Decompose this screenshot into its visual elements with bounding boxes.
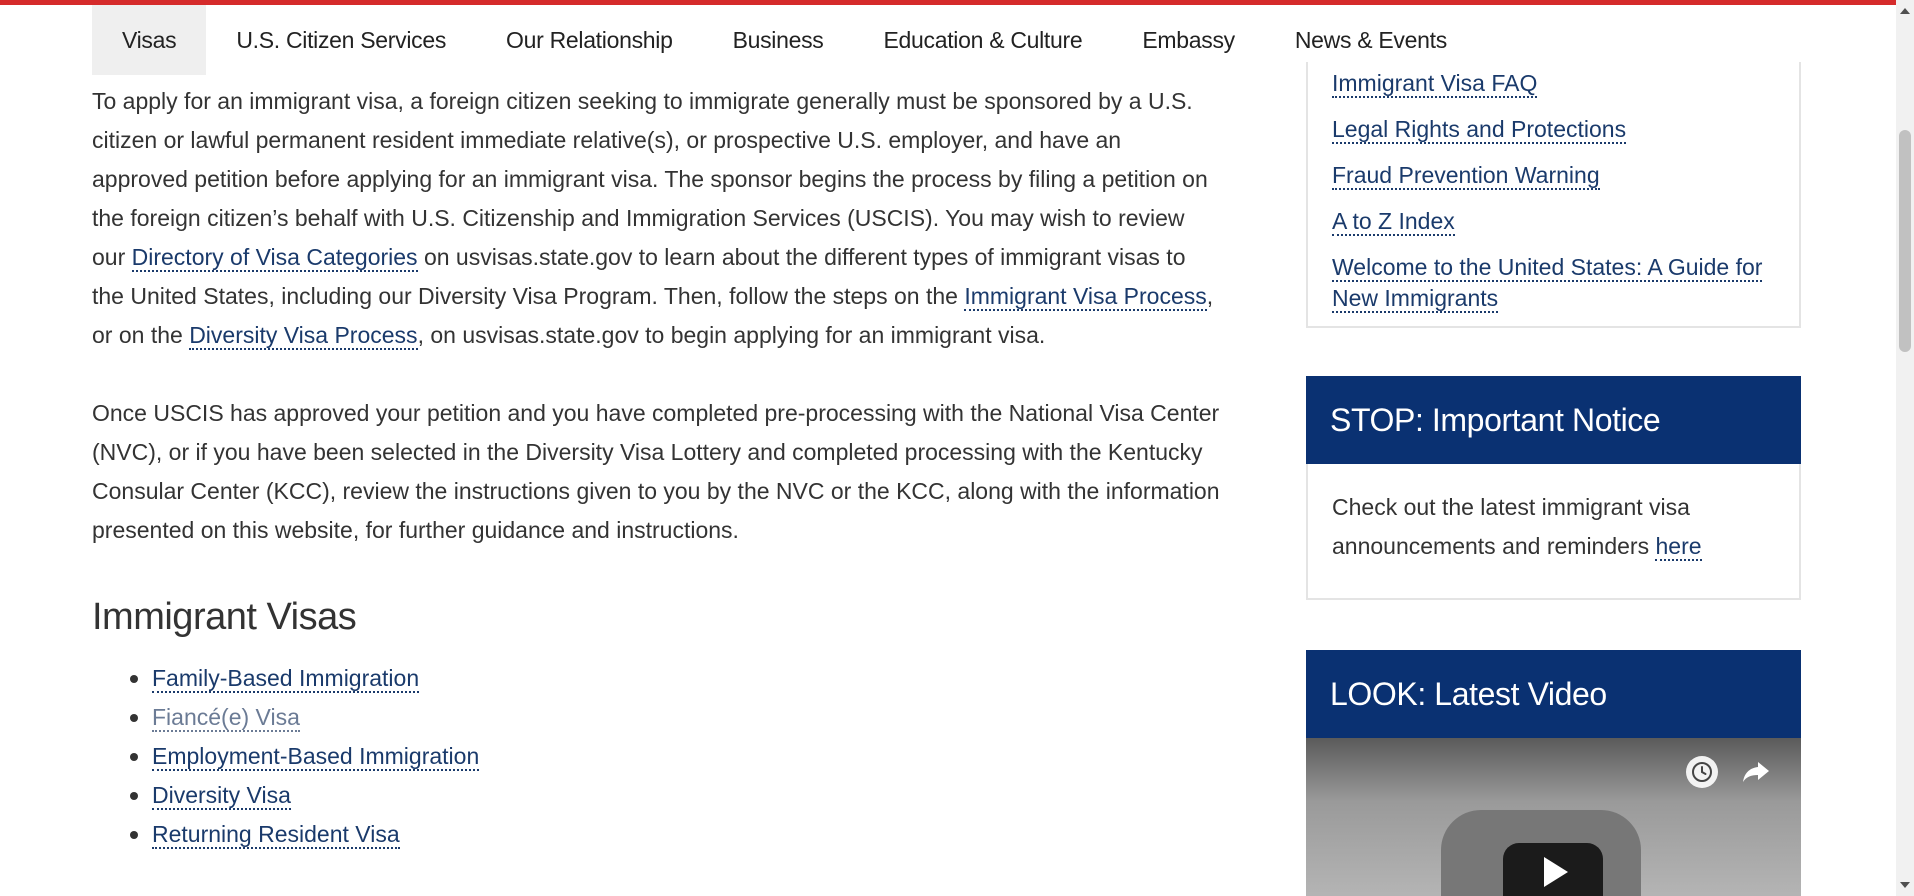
sidebar-link-label[interactable]: Immigrant Visa FAQ xyxy=(1332,70,1538,96)
notice-here-link[interactable]: here xyxy=(1655,533,1702,559)
video-card-title: LOOK: Latest Video xyxy=(1306,650,1801,738)
important-notice-card xyxy=(1306,376,1801,600)
sidebar-link-immigrant-visa-faq[interactable] xyxy=(1332,68,1775,99)
main-content xyxy=(92,82,1222,854)
nav-item-business[interactable]: Business xyxy=(732,26,824,53)
list-item xyxy=(92,815,1222,854)
intro-paragraph xyxy=(92,82,1222,355)
sidebar-link-label[interactable]: A to Z Index xyxy=(1332,208,1455,234)
family-based-immigration-link[interactable]: Family-Based Immigration xyxy=(152,665,420,691)
list-item xyxy=(92,737,1222,776)
list-item xyxy=(92,776,1222,815)
notice-text: Check out the latest immigrant visa announcements and reminders xyxy=(1332,494,1690,559)
fiancee-visa-link[interactable]: Fiancé(e) Visa xyxy=(152,704,300,730)
sidebar-link-a-to-z-index[interactable] xyxy=(1332,206,1775,237)
intro-text-2: on usvisas.state.gov to learn about the different types of immigrant visas to the United States, including our Diversity Visa Program. Then, follow the steps on the xyxy=(92,244,1186,309)
directory-of-visa-categories-link[interactable]: Directory of Visa Categories xyxy=(131,244,418,270)
intro-text-1: To apply for an immigrant visa, a foreign citizen seeking to immigrate generally must be sponsored by a U.S. citizen or lawful permanent resident immediate relative(s), or prospective U.S. employer, and have an approved petition before applying for an immigrant visa. The sponsor begins the process by filing a petition on the foreign citizen’s behalf with U.S. Citizenship and Immigration Services (USCIS). You may wish to review our xyxy=(92,88,1208,270)
sidebar-links-box xyxy=(1306,62,1801,328)
sidebar-link-welcome-guide[interactable] xyxy=(1332,252,1775,314)
sidebar-link-fraud-prevention[interactable] xyxy=(1332,160,1775,191)
list-item xyxy=(92,698,1222,737)
video-player[interactable] xyxy=(1306,738,1801,896)
nav-item-embassy[interactable]: Embassy xyxy=(1142,26,1235,53)
intro-text-4: , on usvisas.state.gov to begin applying for an immigrant visa. xyxy=(417,322,1046,348)
diversity-visa-link[interactable]: Diversity Visa xyxy=(152,782,291,808)
immigrant-visas-heading: Immigrant Visas xyxy=(92,596,357,638)
returning-resident-visa-link[interactable]: Returning Resident Visa xyxy=(152,821,400,847)
share-icon[interactable] xyxy=(1740,756,1772,788)
nav-item-news-events[interactable]: News & Events xyxy=(1294,26,1447,53)
scroll-up-icon[interactable] xyxy=(1900,8,1910,14)
main-nav xyxy=(92,5,1477,75)
watch-later-icon[interactable] xyxy=(1686,756,1718,788)
page-scrollbar[interactable] xyxy=(1896,0,1914,896)
notice-card-body xyxy=(1306,464,1801,600)
scroll-thumb[interactable] xyxy=(1899,130,1911,352)
list-item xyxy=(92,659,1222,698)
sidebar-link-label[interactable]: Legal Rights and Protections xyxy=(1332,116,1627,142)
notice-card-title: STOP: Important Notice xyxy=(1306,376,1801,464)
nav-item-visas[interactable]: Visas xyxy=(92,5,206,75)
sidebar-link-label[interactable]: Fraud Prevention Warning xyxy=(1332,162,1600,188)
latest-video-card xyxy=(1306,650,1801,896)
nav-item-education-culture[interactable]: Education & Culture xyxy=(883,26,1083,53)
visa-type-list xyxy=(92,659,1222,854)
sidebar-link-legal-rights[interactable] xyxy=(1332,114,1775,145)
nav-item-citizen-services[interactable]: U.S. Citizen Services xyxy=(236,26,447,53)
intro-text-3: , or on the xyxy=(92,283,1214,348)
processing-paragraph: Once USCIS has approved your petition and you have completed pre-processing with the National Visa Center (NVC), or if you have been selected in the Diversity Visa Lottery and completed processing with the Kentucky Consular Center (KCC), review the instructions given to you by the NVC or the KCC, along with the information presented on this website, for further guidance and instructions. xyxy=(92,400,1220,543)
sidebar-link-label[interactable]: Welcome to the United States: A Guide for New Immigrants xyxy=(1332,254,1763,311)
immigrant-visa-process-link[interactable]: Immigrant Visa Process xyxy=(964,283,1207,309)
employment-based-immigration-link[interactable]: Employment-Based Immigration xyxy=(152,743,480,769)
nav-item-our-relationship[interactable]: Our Relationship xyxy=(506,26,673,53)
diversity-visa-process-link[interactable]: Diversity Visa Process xyxy=(189,322,418,348)
play-icon[interactable] xyxy=(1503,843,1603,896)
scroll-down-icon[interactable] xyxy=(1900,882,1910,888)
